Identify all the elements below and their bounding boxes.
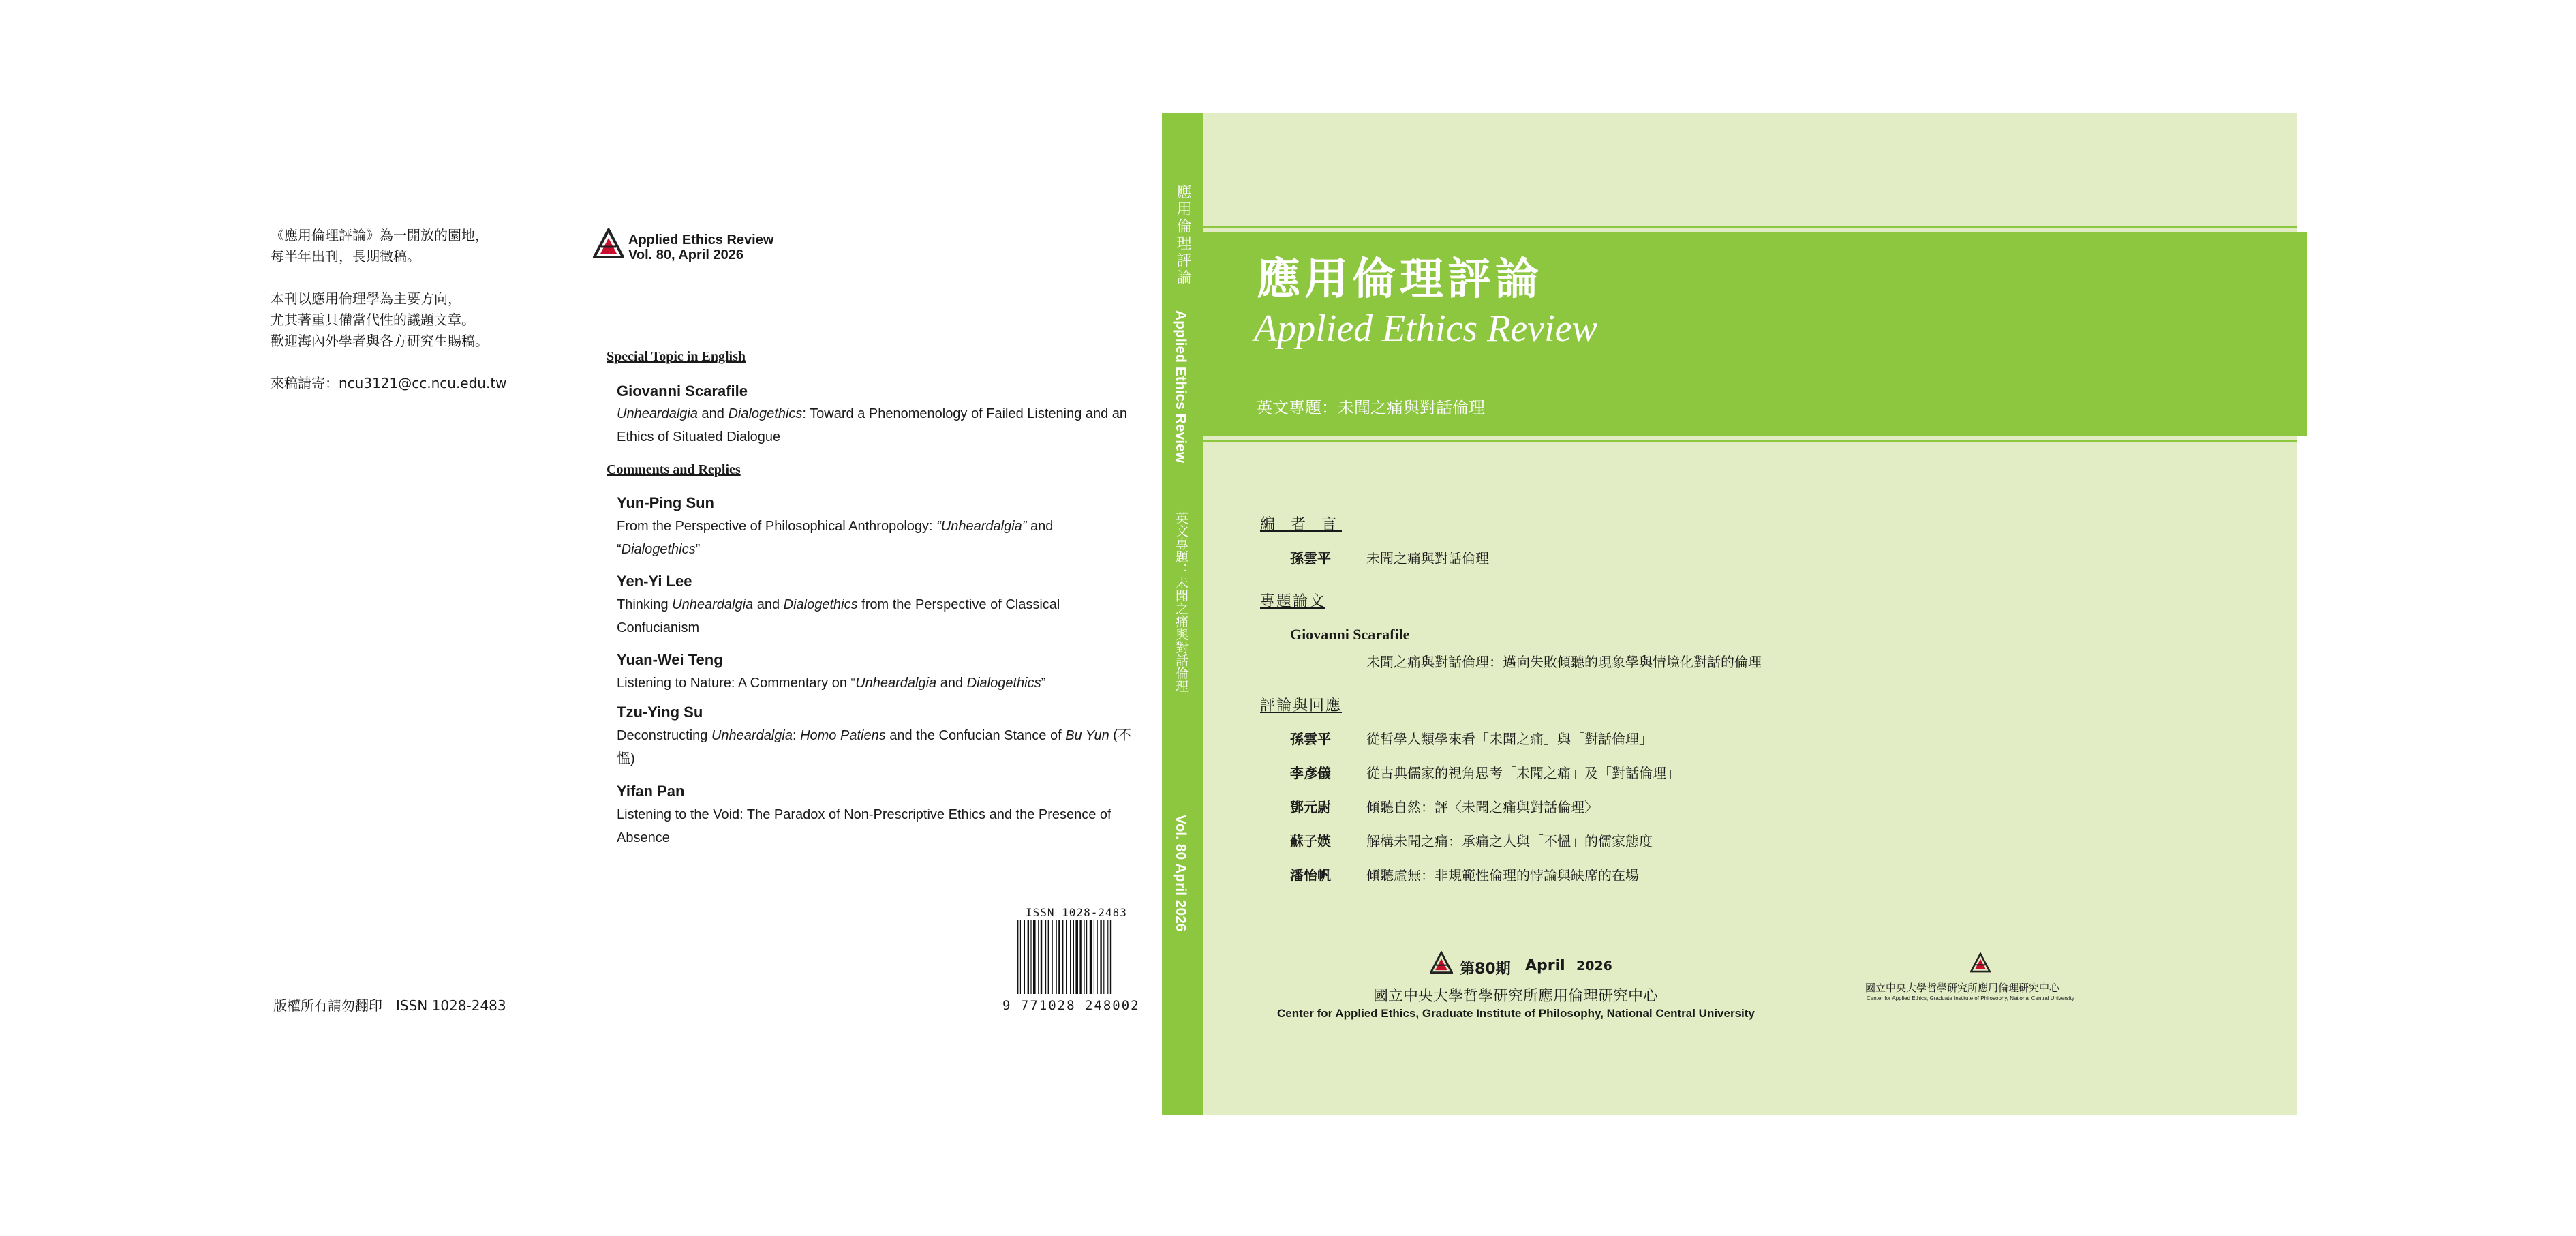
spine-title-en: Applied Ethics Review	[1173, 310, 1189, 464]
barcode-bar	[1048, 920, 1049, 994]
barcode-bar	[1097, 920, 1098, 994]
title-segment: from the Perspective of Classical Confucianism	[617, 597, 1060, 635]
barcode-bar	[1103, 920, 1104, 994]
toc-author: 鄧元尉	[1290, 799, 1331, 815]
notice-line: 每半年出刊，長期徵稿。	[271, 248, 420, 265]
barcode-bar	[1056, 920, 1057, 994]
title-segment: Dialogethics	[728, 406, 803, 421]
toc-title: 解構未聞之痛：承痛之人與「不慍」的儒家態度	[1366, 833, 1653, 849]
barcode-bar	[1020, 920, 1021, 994]
lead-article-author: Giovanni Scarafile	[617, 382, 748, 400]
title-segment: Bu Yun	[1065, 728, 1109, 743]
spine-topic-zh: 英文專題：未聞之痛與對話倫理	[1174, 511, 1189, 693]
notice-line: 歡迎海內外學者與各方研究生賜稿。	[271, 333, 489, 349]
barcode-bar	[1075, 920, 1078, 994]
spine-title-zh: 應用倫理評論	[1174, 184, 1191, 286]
comment-title	[617, 724, 1141, 770]
title-segment: and	[753, 597, 784, 612]
notice-line	[271, 267, 507, 288]
barcode-bar	[1066, 920, 1067, 994]
barcode-bar	[1058, 920, 1060, 994]
journal-logo-icon	[593, 228, 624, 259]
barcode-bar	[1017, 920, 1018, 994]
barcode-bar	[1090, 920, 1092, 994]
comment-author: Yuan-Wei Teng	[617, 651, 723, 668]
editor-heading: 編 者 言	[1260, 516, 1342, 533]
toc-title: 從古典儒家的視角思考「未聞之痛」及「對話倫理」	[1366, 765, 1680, 781]
toc-author: 孫雲平	[1290, 731, 1331, 747]
comment-title	[617, 593, 1094, 639]
barcode-bar	[1028, 920, 1029, 994]
notice-line: 《應用倫理評論》為一開放的園地，	[271, 227, 489, 243]
journal-name-small: Applied Ethics Review	[628, 232, 774, 247]
title-segment: Listening to Nature: A Commentary on “	[617, 676, 856, 691]
barcode-bar	[1086, 920, 1087, 994]
notice-line	[271, 352, 507, 373]
title-segment: and	[936, 676, 967, 691]
comment-title	[617, 803, 1141, 849]
notice-line: 本刊以應用倫理學為主要方向，	[271, 290, 461, 307]
cover-topic-zh: 英文專題：未聞之痛與對話倫理	[1256, 398, 1485, 417]
publisher-name-zh: 國立中央大學哲學研究所應用倫理研究中心	[1373, 988, 1659, 1005]
title-segment: :	[792, 728, 801, 743]
barcode-image	[1015, 920, 1145, 997]
copyright-line: 版權所有請勿翻印 ISSN 1028-2483	[273, 997, 506, 1014]
publisher-name-zh-small: 國立中央大學哲學研究所應用倫理研究中心	[1865, 982, 2060, 994]
title-segment: Unheardalgia	[672, 597, 754, 612]
back-cover-notice	[271, 225, 507, 394]
issue-number: 第80期	[1460, 961, 1511, 978]
barcode-digits: 9 771028 248002	[1002, 998, 1140, 1013]
title-segment: Unheardalgia	[855, 676, 937, 691]
toc-title: 傾聽自然：評〈未聞之痛與對話倫理〉	[1366, 799, 1598, 815]
notice-line: 尤其著重具備當代性的議題文章。	[271, 312, 475, 328]
cover-title-en: Applied Ethics Review	[1254, 307, 1597, 350]
toc-author: 潘怡帆	[1290, 867, 1331, 884]
barcode-bar	[1079, 920, 1081, 994]
title-segment: ”	[695, 542, 701, 557]
comments-heading: Comments and Replies	[607, 462, 741, 477]
comment-title	[617, 515, 1080, 561]
title-segment: Unheardalgia	[617, 406, 698, 421]
barcode-bar	[1052, 920, 1053, 994]
title-segment: Dialogethics	[783, 597, 858, 612]
toc-author: 蘇子媖	[1290, 833, 1331, 849]
journal-volume-small: Vol. 80, April 2026	[628, 247, 743, 262]
feature-title: 未聞之痛與對話倫理：邁向失敗傾聽的現象學與情境化對話的倫理	[1366, 654, 1762, 670]
title-segment: and “	[617, 519, 1054, 557]
band-bottom-rule	[1203, 440, 2297, 442]
publisher-name-en-small: Center for Applied Ethics, Graduate Institute of Philosophy, National Central University	[1867, 995, 2074, 1001]
barcode-bar	[1062, 920, 1063, 994]
band-top-rule	[1203, 226, 2297, 228]
title-segment: and	[697, 406, 729, 421]
title-segment: Thinking	[617, 597, 673, 612]
barcode-bar	[1110, 920, 1111, 994]
spine-volume: Vol. 80 April 2026	[1173, 815, 1189, 932]
title-segment: Dialogethics	[966, 676, 1041, 691]
title-segment: and the Confucian Stance of	[885, 728, 1066, 743]
comment-author: Yifan Pan	[617, 783, 685, 800]
barcode-bar	[1024, 920, 1025, 994]
barcode-bar	[1038, 920, 1039, 994]
barcode-bar	[1070, 920, 1071, 994]
title-segment: ”	[1041, 676, 1046, 691]
title-segment: (不慍)	[617, 728, 1131, 766]
barcode-bar	[1107, 920, 1108, 994]
title-segment: Deconstructing	[617, 728, 711, 743]
center-logo-small-icon	[1970, 952, 1991, 973]
comment-title	[617, 672, 1141, 695]
notice-line: 來稿請寄：ncu3121@cc.ncu.edu.tw	[271, 375, 507, 391]
special-topic-heading: Special Topic in English	[607, 349, 746, 364]
barcode-bar	[1073, 920, 1074, 994]
title-segment: Dialogethics	[621, 542, 696, 557]
barcode-bar	[1100, 920, 1101, 994]
feature-heading: 專題論文	[1260, 593, 1326, 610]
title-segment: : Toward a Phenomenology of Failed Listening and an Ethics of Situated Dialogue	[617, 406, 1128, 444]
toc-author: 李彥儀	[1290, 765, 1331, 781]
cover-title-zh: 應用倫理評論	[1257, 254, 1543, 305]
feature-author: Giovanni Scarafile	[1290, 626, 1410, 643]
barcode-bar	[1033, 920, 1036, 994]
issn-barcode-label: ISSN 1028-2483	[1026, 906, 1127, 919]
issue-year: 2026	[1576, 959, 1612, 974]
comments-zh-heading: 評論與回應	[1260, 697, 1343, 714]
toc-title: 從哲學人類學來看「未聞之痛」與「對話倫理」	[1366, 731, 1653, 747]
barcode-bar	[1041, 920, 1042, 994]
title-segment: Unheardalgia	[711, 728, 793, 743]
title-segment: Listening to the Void: The Paradox of Non-Prescriptive Ethics and the Presence of Absence	[617, 807, 1111, 845]
publisher-name-en: Center for Applied Ethics, Graduate Institute of Philosophy, National Central University	[1277, 1007, 1755, 1020]
center-logo-icon	[1430, 951, 1453, 974]
comment-author: Yen-Yi Lee	[617, 573, 692, 590]
comment-author: Yun-Ping Sun	[617, 494, 714, 511]
title-segment: “Unheardalgia”	[936, 519, 1027, 534]
title-segment: Homo Patiens	[800, 728, 886, 743]
editor-title: 未聞之痛與對話倫理	[1366, 550, 1489, 567]
title-segment: From the Perspective of Philosophical Anthropology:	[617, 519, 937, 534]
barcode-bar	[1030, 920, 1031, 994]
comment-author: Tzu-Ying Su	[617, 704, 703, 721]
issue-month: April	[1525, 957, 1565, 974]
toc-title: 傾聽虛無：非規範性倫理的悖論與缺席的在場	[1366, 867, 1639, 884]
editor-name: 孫雲平	[1290, 550, 1331, 567]
lead-article-title	[617, 402, 1162, 449]
barcode-bar	[1045, 920, 1046, 994]
